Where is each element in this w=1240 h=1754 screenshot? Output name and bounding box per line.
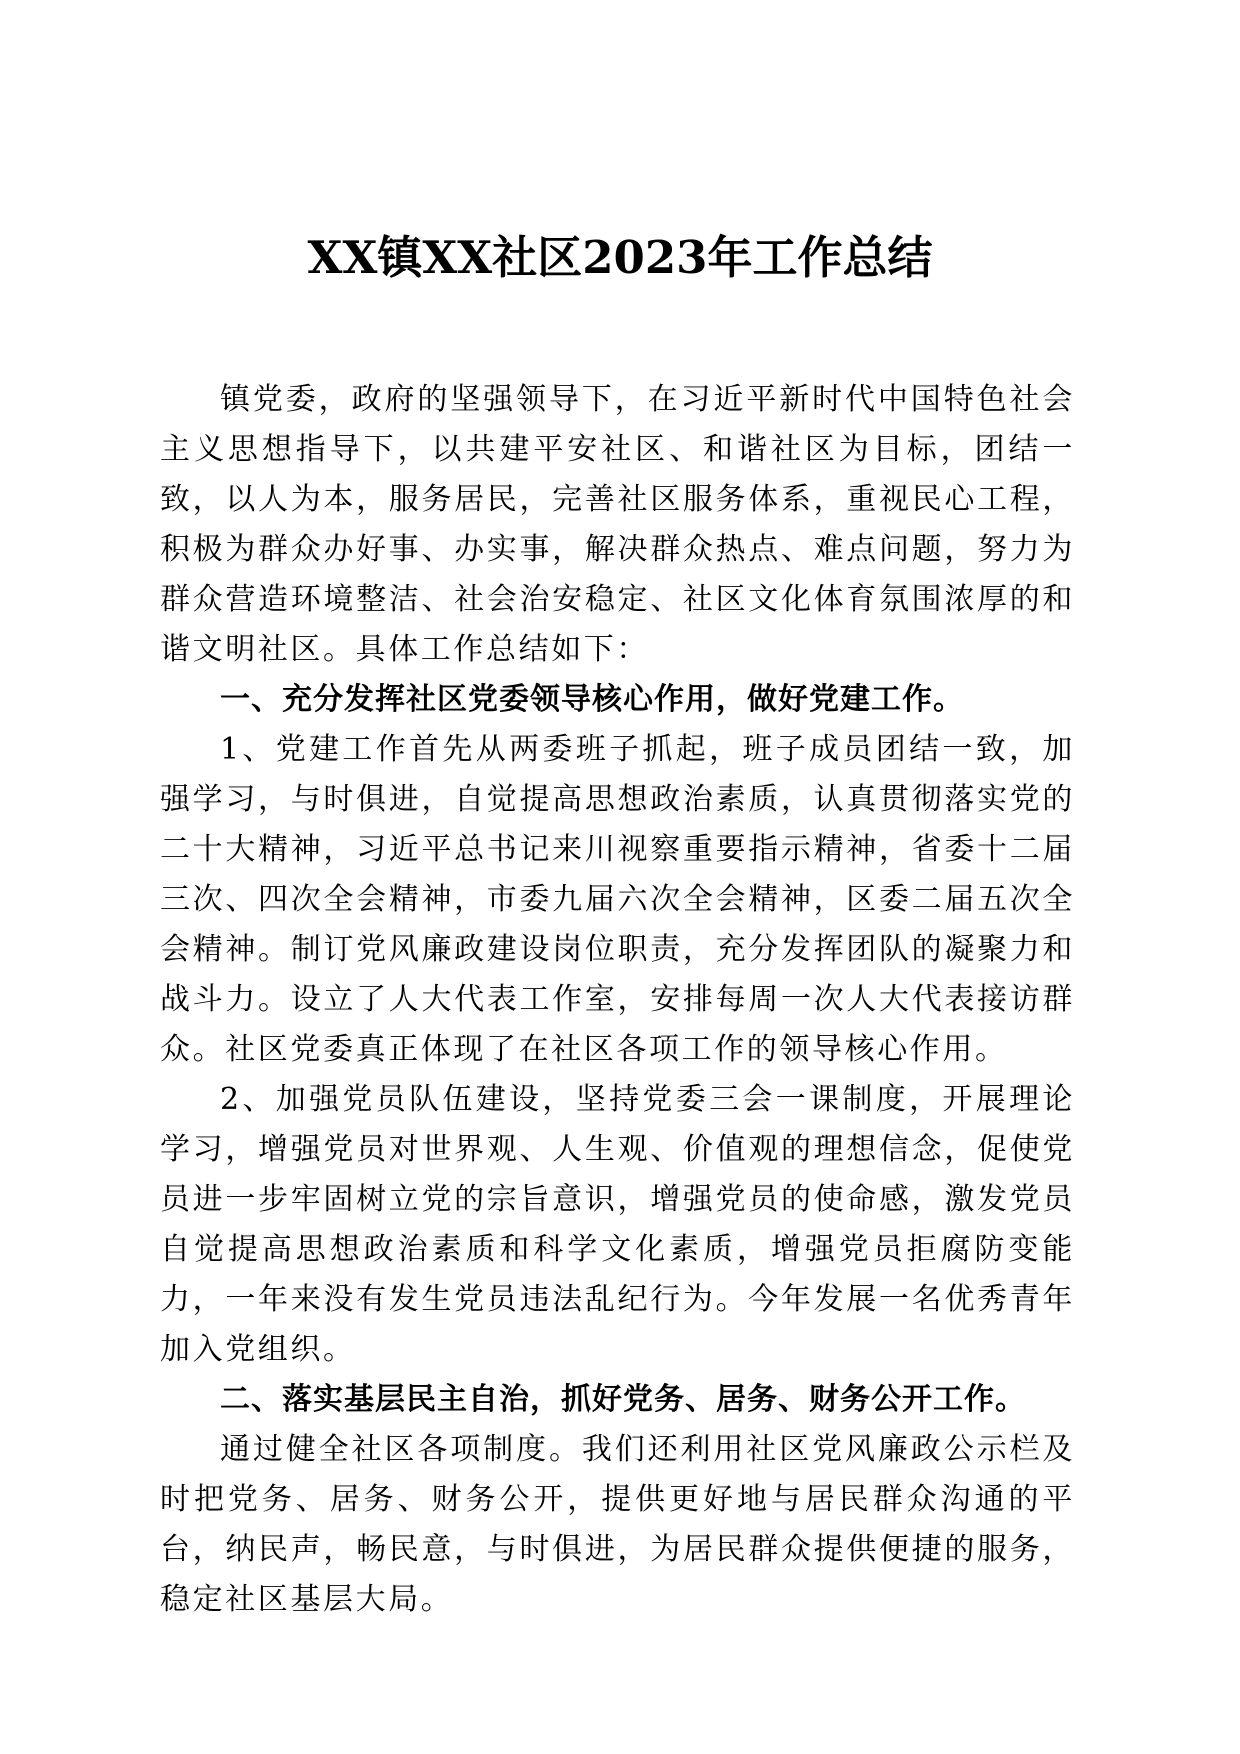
section-1-paragraph-2: 2、加强党员队伍建设，坚持党委三会一课制度，开展理论学习，增强党员对世界观、人生观、价值观的理想信念，促使党员进一步牢固树立党的宗旨意识，增强党员的使命感，激发党员自觉提高思想政治素质和科学文化素质，增强党员拒腐防变能力，一年来没有发生党员违法乱纪行为。今年发展一名优秀青年加入党组织。 <box>160 1082 1075 1367</box>
section-1-heading: 一、充分发挥社区党委领导核心作用，做好党建工作。 <box>220 682 964 717</box>
document-title: XX镇XX社区2023年工作总结 <box>307 231 933 284</box>
section-2-heading: 二、落实基层民主自治，抓好党务、居务、财务公开工作。 <box>220 1382 1026 1417</box>
document-body <box>160 375 1075 1625</box>
section-2-paragraph-1: 通过健全社区各项制度。我们还利用社区党风廉政公示栏及时把党务、居务、财务公开，提供更好地与居民群众沟通的平台，纳民声，畅民意，与时俱进，为居民群众提供便捷的服务，稳定社区基层大局。 <box>160 1432 1075 1617</box>
intro-paragraph: 镇党委，政府的坚强领导下，在习近平新时代中国特色社会主义思想指导下，以共建平安社区、和谐社区为目标，团结一致，以人为本，服务居民，完善社区服务体系，重视民心工程，积极为群众办好事、办实事，解决群众热点、难点问题，努力为群众营造环境整洁、社会治安稳定、社区文化体育氛围浓厚的和谐文明社区。具体工作总结如下： <box>160 382 1075 667</box>
section-1-paragraph-1: 1、党建工作首先从两委班子抓起，班子成员团结一致，加强学习，与时俱进，自觉提高思想政治素质，认真贯彻落实党的二十大精神，习近平总书记来川视察重要指示精神，省委十二届三次、四次全会精神，市委九届六次全会精神，区委二届五次全会精神。制订党风廉政建设岗位职责，充分发挥团队的凝聚力和战斗力。设立了人大代表工作室，安排每周一次人大代表接访群众。社区党委真正体现了在社区各项工作的领导核心作用。 <box>160 732 1075 1067</box>
